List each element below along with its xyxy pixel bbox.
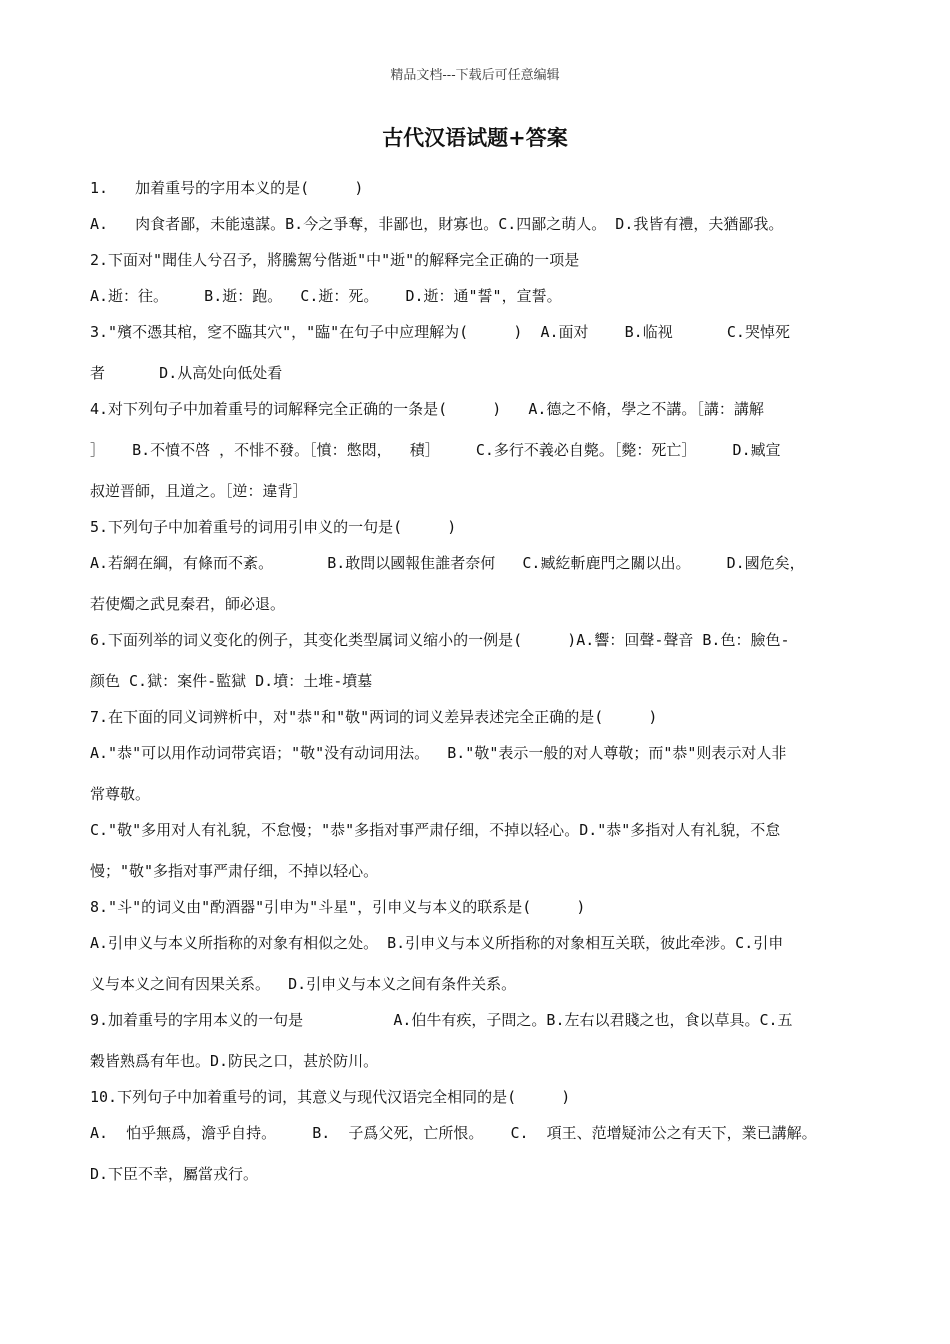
text-line: 穀皆熟爲有年也。D.防民之口，甚於防川。 [90, 1052, 379, 1070]
text-line: 3."殯不憑其棺，窆不臨其穴"，"臨"在句子中应理解为( ) A.面对 B.临视 C.哭悼死 [90, 323, 790, 341]
page-header: 精品文档---下载后可任意编辑 [390, 68, 560, 83]
text-line: 1. 加着重号的字用本义的是( ) [90, 179, 364, 197]
text-line: 若使燭之武見秦君，師必退。 [90, 595, 286, 613]
text-line: 4.对下列句子中加着重号的词解释完全正确的一条是( ) A.德之不脩，學之不講。［講：講解 [90, 400, 764, 418]
text-line: 9.加着重号的字用本义的一句是 A.伯牛有疾，子問之。B.左右以君賤之也，食以草具。C.五 [90, 1011, 793, 1029]
text-line: C."敬"多用对人有礼貌，不怠慢；"恭"多指对事严肃仔细，不掉以轻心。D."恭"多指对人有礼貌，不怠 [90, 821, 781, 839]
text-line: A.若網在綱，有條而不紊。 B.敢問以國報隹誰者奈何 C.臧紇斬鹿門之關以出。 D.國危矣， [90, 554, 805, 572]
text-line: 颜色 C.獄：案件-監獄 D.墳：土堆-墳墓 [90, 672, 373, 690]
text-line: 义与本义之间有因果关系。 D.引申义与本义之间有条件关系。 [90, 975, 517, 993]
text-line: 6.下面列举的词义变化的例子，其变化类型属词义缩小的一例是( )A.響：回聲-聲音 B.色：臉色- [90, 631, 790, 649]
text-line: A."恭"可以用作动词带宾语；"敬"没有动词用法。 B."敬"表示一般的对人尊敬；而"恭"则表示对人非 [90, 744, 787, 762]
text-line: 5.下列句子中加着重号的词用引申义的一句是( ) [90, 518, 457, 536]
text-line: 叔逆晋師，且道之。［逆：違背］ [90, 482, 308, 500]
text-line: D.下臣不幸，屬當戎行。 [90, 1165, 259, 1183]
text-line: A. 肉食者鄙，未能遠謀。B.今之爭奪，非鄙也，財寡也。C.四鄙之萌人。 D.我皆有禮，夫猶鄙我。 [90, 215, 784, 233]
text-line: ］ B.不憤不啓 ，不悱不發。［憤：憋悶， 積］ C.多行不義必自斃。［斃：死亡］ D.臧宣 [90, 441, 781, 459]
text-line: 7.在下面的同义词辨析中，对"恭"和"敬"两词的词义差异表述完全正确的是( ) [90, 708, 658, 726]
text-line: 8."斗"的词义由"酌酒器"引申为"斗星"，引申义与本义的联系是( ) [90, 898, 586, 916]
text-line: A. 怕乎無爲，澹乎自持。 B. 子爲父死，亡所恨。 C. 項王、范增疑沛公之有天下，業已講解。 [90, 1124, 817, 1142]
text-line: 者 D.从高处向低处看 [90, 364, 283, 382]
text-line: 慢；"敬"多指对事严肃仔细，不掉以轻心。 [90, 862, 379, 880]
text-line: 2.下面对"聞佳人兮召予，將騰駕兮偕逝"中"逝"的解释完全正确的一项是 [90, 251, 580, 269]
text-line: A.引申义与本义所指称的对象有相似之处。 B.引申义与本义所指称的对象相互关联，彼此牵涉。C.引申 [90, 934, 784, 952]
text-line: A.逝：往。 B.逝：跑。 C.逝：死。 D.逝：通"誓"，宣誓。 [90, 287, 562, 305]
text-line: 10.下列句子中加着重号的词，其意义与现代汉语完全相同的是( ) [90, 1088, 571, 1106]
page-title: 古代汉语试题+答案 [382, 125, 568, 150]
text-line: 常尊敬。 [90, 785, 151, 803]
